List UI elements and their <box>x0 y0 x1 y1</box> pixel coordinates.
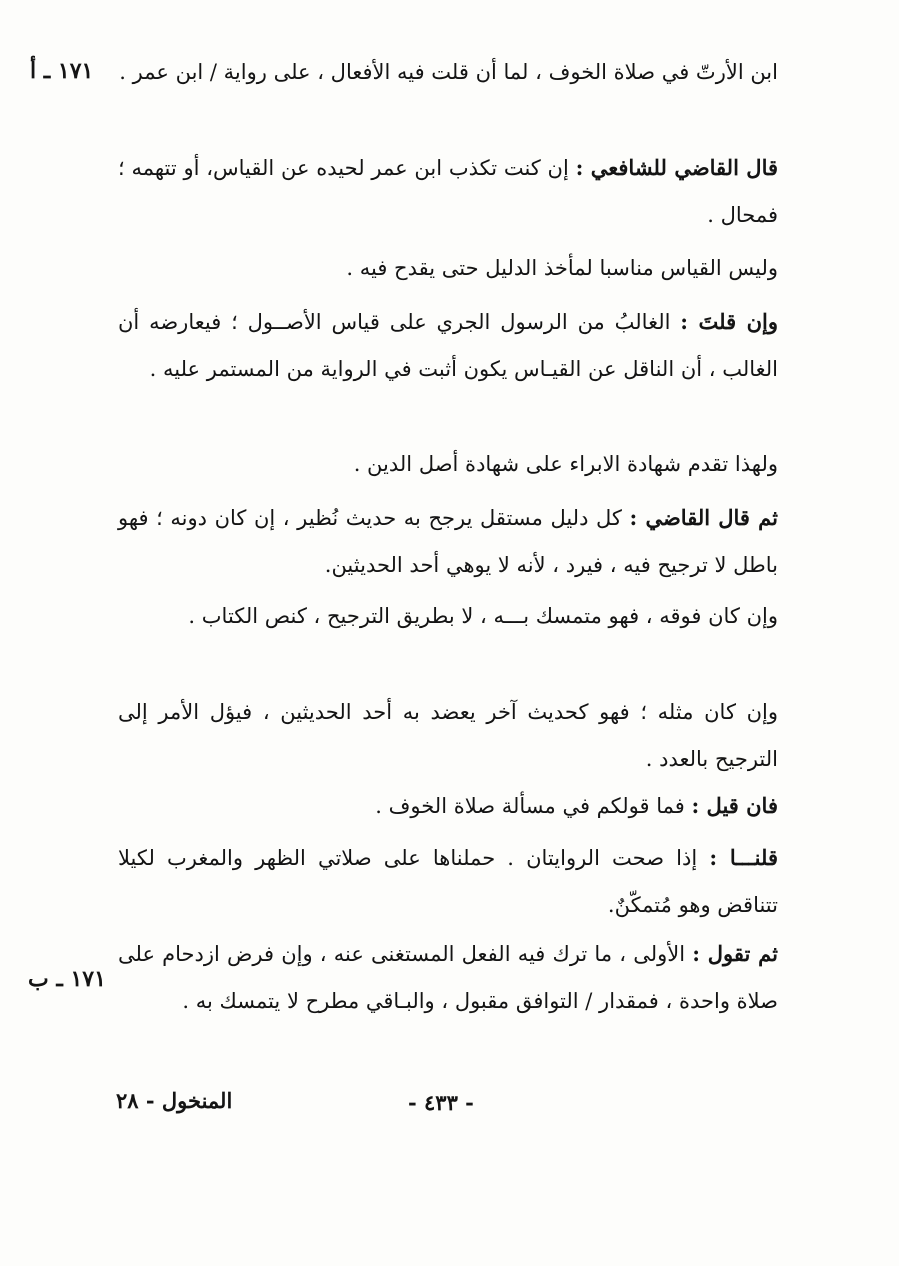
paragraph-9: فان قيل : فما قولكم في مسألة صلاة الخوف . <box>375 793 778 818</box>
page-number: - ٤٣٣ - <box>408 1090 474 1115</box>
paragraph-7: وإن كان فوقه ، فهو متمسك بـــه ، لا بطريق الترجيح ، كنص الكتاب . <box>188 604 778 628</box>
margin-ref-bottom: ١٧١ ـ ب <box>28 966 106 992</box>
paragraph-8: وإن كان مثله ؛ فهو كحديث آخر يعضد به أحد الحديثين ، فيؤل الأمر إلى الترجيح بالعدد . <box>118 700 778 771</box>
paragraph-10: قلنـــا : إذا صحت الروايتان . حملناها على صلاتي الظهر والمغرب لكيلا تتناقض وهو مُتمكّنٌ. <box>118 845 779 917</box>
paragraph-5: ولهذا تقدم شهادة الابراء على شهادة أصل الدين . <box>353 452 778 476</box>
margin-ref-top: ١٧١ ـ أ <box>30 58 94 84</box>
paragraph-3: وليس القياس مناسبا لمأخذ الدليل حتى يقدح فيه . <box>346 256 778 280</box>
footer-signature: المنخول - ٢٨ <box>116 1088 233 1113</box>
paragraph-6: ثم قال القاضي : كل دليل مستقل يرجح به حديث نُظير ، إن كان دونه ؛ فهو باطل لا ترجيح فيه ، فيرد ، لأنه لا يوهي أحد الحديثين. <box>118 505 778 577</box>
paragraph-11: ثم تقول : الأولى ، ما ترك فيه الفعل المستغنى عنه ، وإن فرض ازدحام على صلاة واحدة ، فمقدار / التوافق مقبول ، والبـاقي مطرح لا يتمسك به . <box>118 941 778 1013</box>
paragraph-4: وإن قلتَ : الغالبُ من الرسول الجري على قياس الأصــول ؛ فيعارضه أن الغالب ، أن الناقل عن القيـاس يكون أثبت في الرواية من المستمر عليه . <box>118 309 778 381</box>
paragraph-2: قال القاضي للشافعي : إن كنت تكذب ابن عمر لحيده عن القياس، أو تتهمه ؛ فمحال . <box>118 155 779 227</box>
paragraph-1: ابن الأرتّ في صلاة الخوف ، لما أن قلت فيه الأفعال ، على رواية / ابن عمر . <box>119 60 778 84</box>
